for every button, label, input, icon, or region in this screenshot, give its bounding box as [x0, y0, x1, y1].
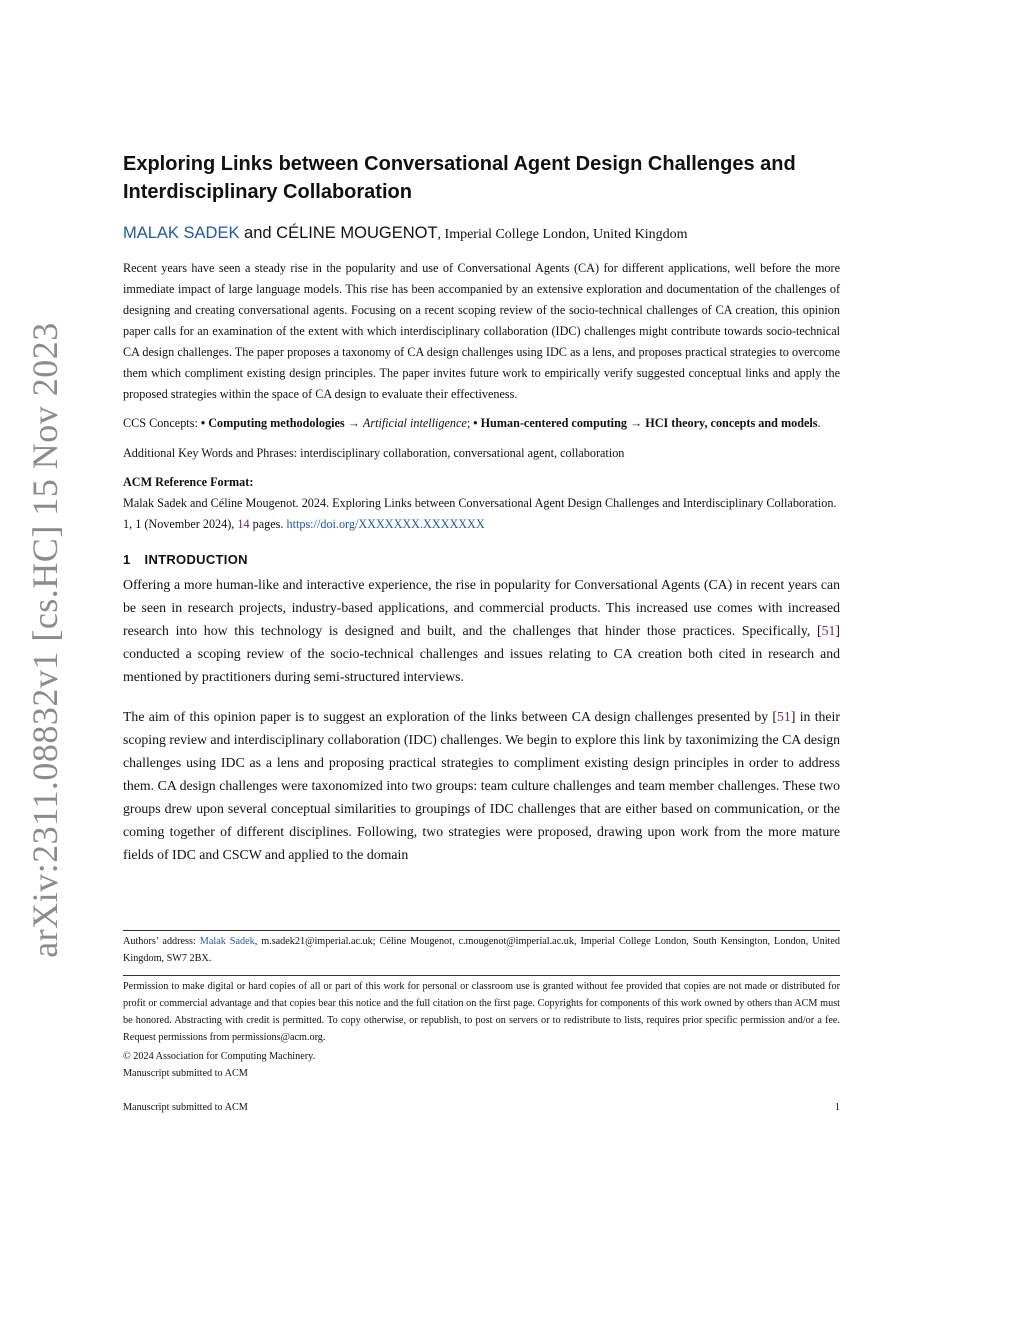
acm-reference	[123, 472, 840, 535]
author-link-sadek[interactable]: MALAK SADEK	[123, 224, 240, 242]
ccs-concept-1: • Computing methodologies	[200, 416, 345, 430]
doi-link[interactable]: https://doi.org/XXXXXXX.XXXXXXX	[286, 517, 485, 531]
permission-divider	[123, 975, 840, 976]
abstract: Recent years have seen a steady rise in the popularity and use of Conversational Agents (CA) for different applications, well before the more immediate impact of large language models. This rise has been accompanied by an extensive exploration and documentation of the challenges of designing and creating conversational agents. Focusing on a recent scoping review of the socio-technical challenges of CA creation, this opinion paper calls for an examination of the extent with which interdisciplinary collaboration (IDC) challenges might contribute towards socio-technical CA design challenges. The paper proposes a taxonomy of CA design challenges using IDC as a lens, and proposes practical strategies to overcome them which compliment existing design principles. The paper invites future work to empirically verify suggested conceptual links and apply the proposed strategies within the space of CA design to evaluate their effectiveness.	[123, 261, 840, 401]
main-content	[123, 150, 840, 866]
permission-text: Permission to make digital or hard copies of all or part of this work for personal or classroom use is granted without fee provided that copies are not made or distributed for profit or commercial advantage and that copies bear this notice and the full citation on the first page. Copyrights for components of this work owned by others than ACM must be honored. Abstracting with credit is permitted. To copy otherwise, or republish, to post on servers or to redistribute to lists, requires prior specific permission and/or a fee. Request permissions from permissions@acm.org.	[123, 981, 840, 1043]
page-count-link[interactable]: 14	[237, 517, 250, 531]
intro-paragraph-2	[123, 705, 840, 866]
copyright-line: © 2024 Association for Computing Machinery.	[123, 1051, 316, 1062]
page-footer	[123, 1101, 840, 1115]
address-label: Authors’ address:	[123, 936, 200, 947]
ccs-concepts	[123, 413, 840, 434]
footer-journal: Manuscript submitted to ACM	[123, 1102, 248, 1113]
ccs-end: .	[817, 416, 821, 430]
citation-link[interactable]: 51	[821, 623, 836, 638]
section-heading-introduction	[123, 552, 840, 567]
author-address-footnote	[123, 933, 840, 967]
keywords: Additional Key Words and Phrases: interdisciplinary collaboration, conversational agent, collaboration	[123, 446, 625, 460]
ccs-arrow-1: →	[344, 416, 363, 430]
ccs-label: CCS Concepts:	[123, 416, 201, 430]
author-mougenot: CÉLINE MOUGENOT	[276, 224, 438, 242]
paper-title: Exploring Links between Conversational Agent Design Challenges and Interdisciplinary Collaboration	[123, 153, 796, 203]
manuscript-note: Manuscript submitted to ACM	[123, 1068, 248, 1079]
citation-link[interactable]: 51	[777, 709, 791, 724]
acm-reference-heading: ACM Reference Format:	[123, 475, 254, 489]
para1-text-b: ] conducted a scoping review of the socio-technical challenges and issues relating to CA creation both cited in research and mentioned by practitioners during semi-structured interviews.	[123, 623, 840, 684]
ccs-arrow-2: →	[626, 416, 646, 430]
page-number: 1	[834, 1102, 840, 1113]
author-line	[123, 222, 840, 246]
para2-text-a: The aim of this opinion paper is to suggest an exploration of the links between CA design challenges presented by [	[123, 709, 778, 724]
address-text: , m.sadek21@imperial.ac.uk; Céline Mougenot, c.mougenot@imperial.ac.uk, Imperial College London, South Kensington, London, United Kingdom, SW7 2BX.	[123, 936, 840, 964]
ccs-concept-2: • Human-centered computing	[473, 416, 627, 430]
permission-notice	[123, 978, 840, 1082]
author-address-link[interactable]: Malak Sadek	[199, 936, 255, 947]
page-count-suffix: pages.	[249, 517, 287, 531]
author-conjunction: and	[239, 224, 277, 242]
section-title: INTRODUCTION	[144, 552, 248, 567]
ccs-concept-2-sub: HCI theory, concepts and models	[645, 416, 818, 430]
acm-reference-text: Malak Sadek and Céline Mougenot. 2024. Exploring Links between Conversational Agent Design Challenges and Interdisciplinary Collaboration. 1, 1 (November 2024),	[123, 496, 837, 531]
arxiv-identifier: arXiv:2311.08832v1 [cs.HC] 15 Nov 2023	[25, 322, 65, 958]
intro-paragraph-1	[123, 573, 840, 688]
section-number: 1	[123, 552, 131, 567]
ccs-concept-1-sub: Artificial intelligence	[362, 416, 467, 430]
para1-text-a: Offering a more human-like and interactive experience, the rise in popularity for Conversational Agents (CA) in recent years can be seen in research projects, industry-based applications, and commercial products. This increased use comes with increased research into how this technology is designed and built, and the challenges that hinder those practices. Specifically, [	[123, 577, 840, 638]
para2-text-b: ] in their scoping review and interdisciplinary collaboration (IDC) challenges. We begin to explore this link by taxonimizing the CA design challenges using IDC as a lens and proposing practical strategies to compliment existing design principles in order to address them. CA design challenges were taxonomized into two groups: team culture challenges and team member challenges. These two groups drew upon several conceptual similarities to groupings of IDC challenges that are either based on communication, or the coming together of different disciplines. Following, two strategies were proposed, drawing upon work from the more mature fields of IDC and CSCW and applied to the domain	[123, 709, 840, 862]
footnote-divider	[123, 930, 840, 931]
ccs-separator: ;	[466, 416, 474, 430]
author-affiliation: , Imperial College London, United Kingdom	[437, 227, 688, 242]
